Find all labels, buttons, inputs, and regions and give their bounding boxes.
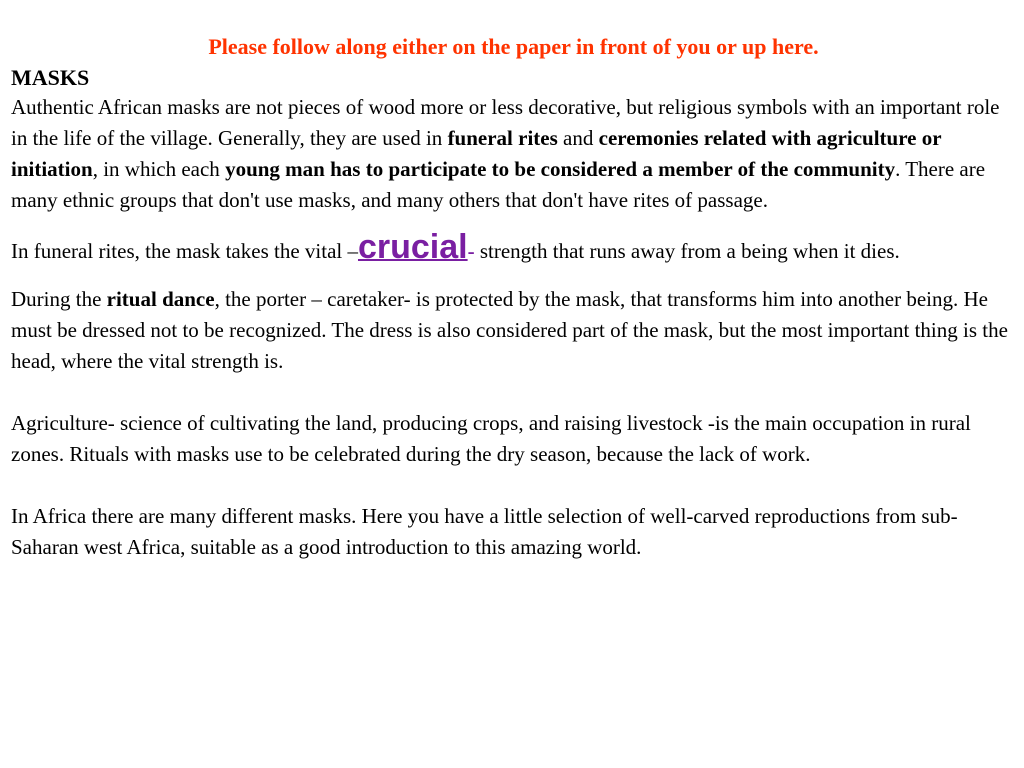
ritual-text-2: , the porter – caretaker- is protected by the mask, that transforms him into another being. He must be dressed not to be recognized. The dress is also considered part of the mask, but the most important thing is the head, where the vital strength is.	[11, 287, 1008, 373]
spacer	[11, 216, 1016, 232]
intro-text-3: , in which each	[92, 157, 226, 181]
notice-text: Please follow along either on the paper in front of you or up here.	[208, 34, 819, 59]
paragraph-funeral	[11, 228, 1016, 268]
spacer	[11, 377, 1016, 408]
crucial-dash: -	[467, 239, 475, 263]
paragraph-intro	[11, 92, 1016, 216]
crucial-highlight: crucial	[357, 228, 468, 266]
paragraph-agriculture: Agriculture- science of cultivating the land, producing crops, and raising livestock -is the main occupation in rural zones. Rituals with masks use to be celebrated during the dry season, because the lack of work.	[11, 411, 971, 466]
funeral-text-2: strength that runs away from a being when it dies.	[474, 239, 900, 263]
spacer	[11, 470, 1016, 501]
paragraph-ritual-dance	[11, 284, 1016, 377]
intro-text-1: Authentic African masks are not pieces of wood more or less decorative, but religious symbols with an important role in the life of the village. Generally, they are used in	[11, 95, 1000, 150]
paragraph-selection: In Africa there are many different masks. Here you have a little selection of well-carved reproductions from sub-Saharan west Africa, suitable as a good introduction to this amazing world.	[11, 504, 958, 559]
slide-content	[11, 30, 1016, 563]
ceremonies-bold: ceremonies related with agriculture or initiation	[11, 126, 942, 181]
young-man-bold: young man has to participate to be considered a member of the community	[225, 157, 896, 181]
spacer	[11, 268, 1016, 284]
intro-text-4: . There are many ethnic groups that don't use masks, and many others that don't have rites of passage.	[11, 157, 986, 212]
ritual-text-1: During the	[11, 287, 107, 311]
page-title: MASKS	[11, 65, 90, 90]
intro-text-2: and	[557, 126, 599, 150]
funeral-text-1: In funeral rites, the mask takes the vital –	[11, 239, 358, 263]
funeral-rites-bold: funeral rites	[447, 126, 558, 150]
ritual-dance-bold: ritual dance	[106, 287, 215, 311]
